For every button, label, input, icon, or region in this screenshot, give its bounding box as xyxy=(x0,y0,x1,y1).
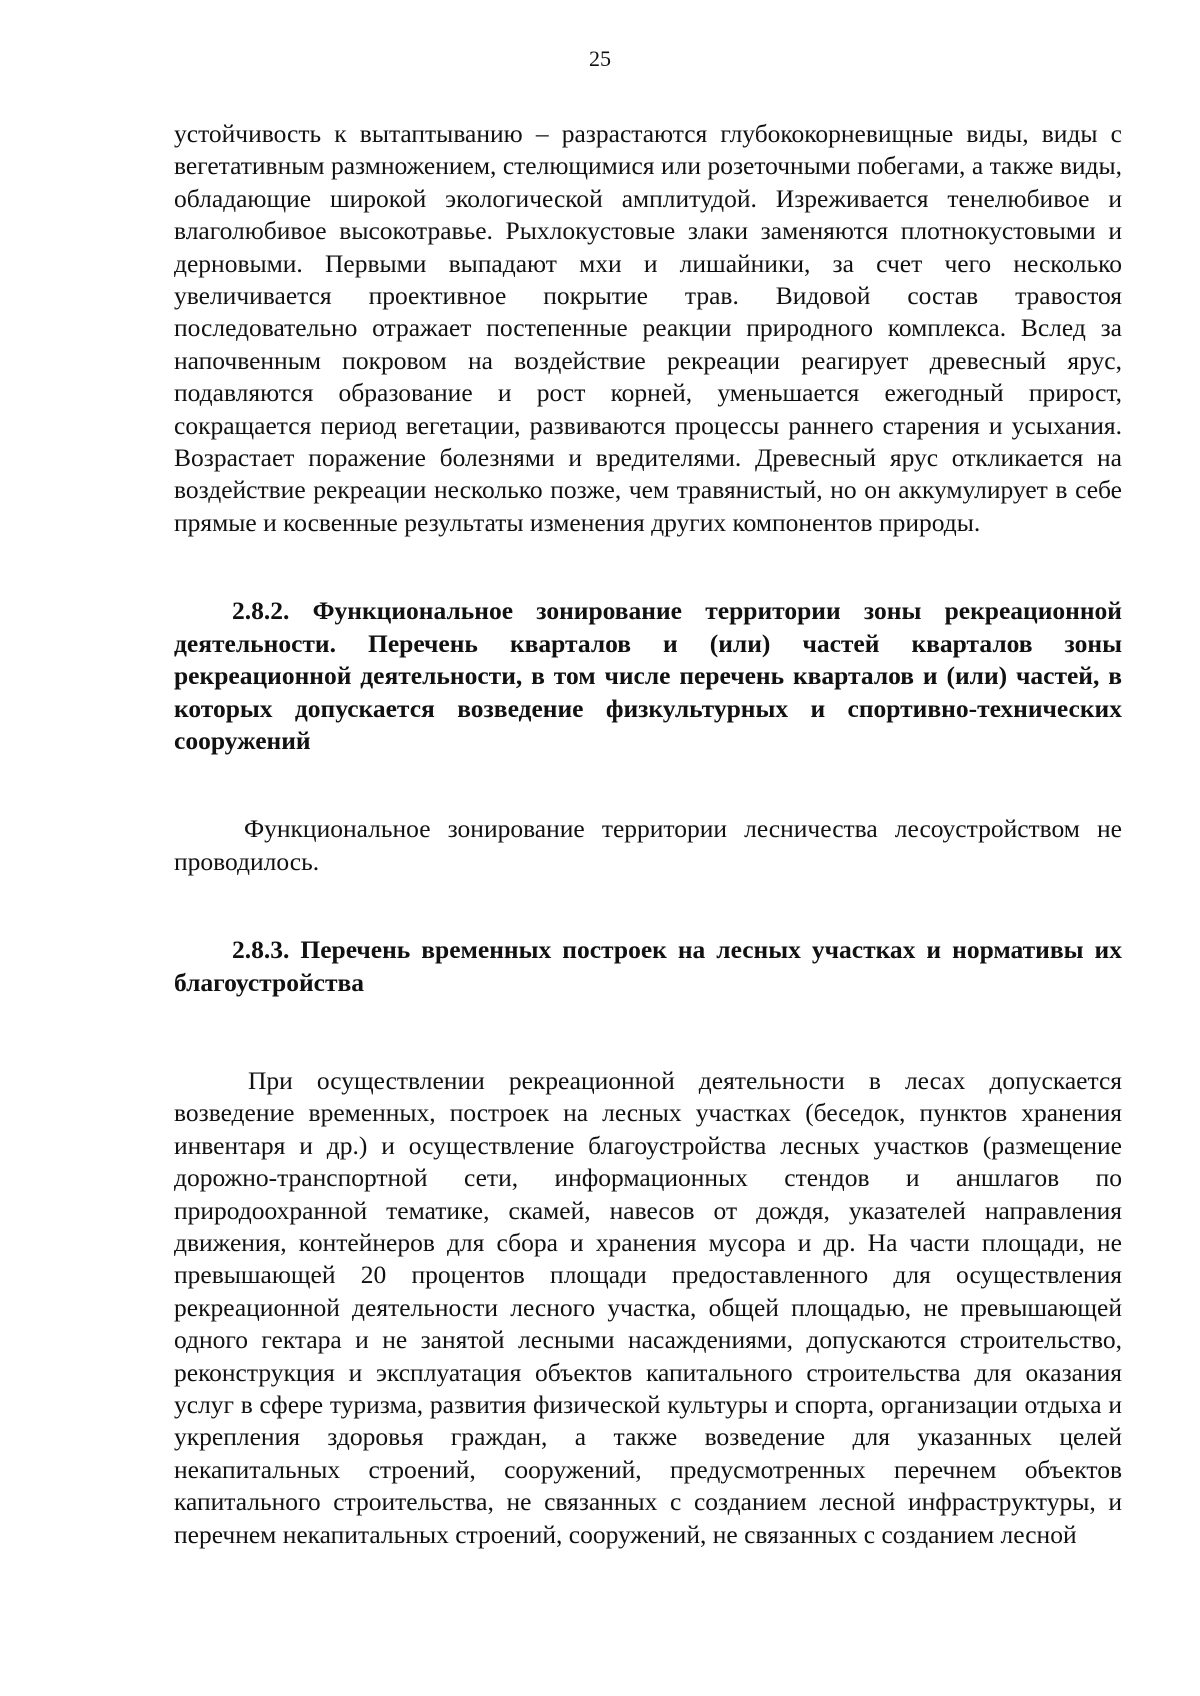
section-heading-2-8-3: 2.8.3. Перечень временных построек на лесных участках и нормативы их благоустройства xyxy=(174,935,1122,997)
body-paragraph-temporary-buildings: При осуществлении рекреационной деятельности в лесах допускается возведение временных, построек на лесных участках (беседок, пунктов хранения инвентаря и др.) и осуществление благоустройства лесных участков (размещение дорожно-транспортной сети, информационных стендов и аншлагов по природоохранной тематике, скамей, навесов от дождя, указателей направления движения, контейнеров для сбора и хранения мусора и др. На части площади, не превышающей 20 процентов площади предоставленного для осуществления рекреационной деятельности лесного участка, общей площадью, не превышающей одного гектара и не занятой лесными насаждениями, допускаются строительство, реконструкция и эксплуатация объектов капитального строительства для оказания услуг в сфере туризма, развития физической культуры и спорта, организации отдыха и укрепления здоровья граждан, а также возведение для указанных целей некапитальных строений, сооружений, предусмотренных перечнем объектов капитального строительства, не связанных с созданием лесной инфраструктуры, и перечнем некапитальных строений, сооружений, не связанных с созданием лесной xyxy=(174,1065,1122,1549)
page-number: 25 xyxy=(589,46,611,71)
body-paragraph-recreation-impact: устойчивость к вытаптыванию – разрастаются глубококорневищные виды, виды с вегетативным размножением, стелющимися или розеточными побегами, а также виды, обладающие широкой экологической амплитудой. Изреживается тенелюбивое и влаголюбивое высокотравье. Рыхлокустовые злаки заменяются плотнокустовыми и дерновыми. Первыми выпадают мхи и лишайники, за счет чего несколько увеличивается проективное покрытие трав. Видовой состав травостоя последовательно отражает постепенные реакции природного комплекса. Вслед за напочвенным покровом на воздействие рекреации реагирует древесный ярус, подавляются образование и рост корней, уменьшается ежегодный прирост, сокращается период вегетации, развиваются процессы раннего старения и усыхания. Возрастает поражение болезнями и вредителями. Древесный ярус откликается на воздействие рекреации несколько позже, чем травянистый, но он аккумулирует в себе прямые и косвенные результаты изменения других компонентов природы. xyxy=(174,119,1122,537)
page-content xyxy=(174,118,1122,1551)
section-heading-2-8-2: 2.8.2. Функциональное зонирование территории зоны рекреационной деятельности. Перечень кварталов и (или) частей кварталов зоны рекреационной деятельности, в том числе перечень кварталов и (или) частей, в которых допускается возведение физкультурных и спортивно-технических сооружений xyxy=(174,596,1122,755)
body-paragraph-zoning: Функциональное зонирование территории лесничества лесоустройством не проводилось. xyxy=(174,814,1122,876)
